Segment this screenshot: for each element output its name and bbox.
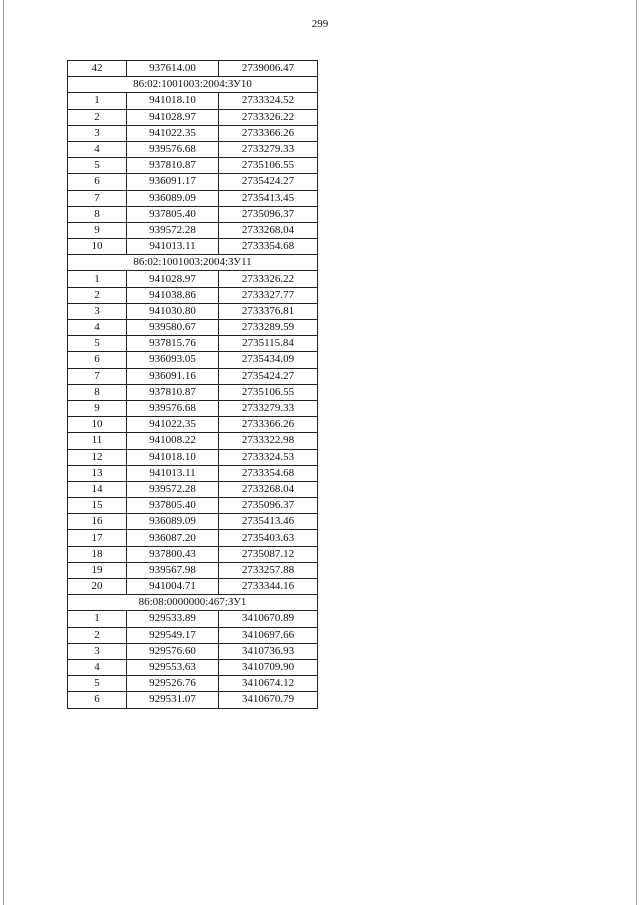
y-coordinate-cell: 2733268.04 [219, 481, 318, 497]
y-coordinate-cell: 2735424.27 [219, 174, 318, 190]
point-number-cell: 15 [68, 498, 127, 514]
x-coordinate-cell: 937815.76 [127, 336, 219, 352]
y-coordinate-cell: 2733354.68 [219, 239, 318, 255]
table-row [68, 627, 318, 643]
point-number-cell: 10 [68, 239, 127, 255]
x-coordinate-cell: 939572.28 [127, 222, 219, 238]
table-row [68, 93, 318, 109]
table-row [68, 676, 318, 692]
x-coordinate-cell: 941022.35 [127, 417, 219, 433]
y-coordinate-cell: 2733326.22 [219, 109, 318, 125]
y-coordinate-cell: 2733324.52 [219, 93, 318, 109]
x-coordinate-cell: 929576.60 [127, 643, 219, 659]
point-number-cell: 20 [68, 579, 127, 595]
table-row [68, 514, 318, 530]
coordinates-table-body [68, 61, 318, 709]
point-number-cell: 10 [68, 417, 127, 433]
point-number-cell: 2 [68, 109, 127, 125]
x-coordinate-cell: 937810.87 [127, 158, 219, 174]
table-row [68, 562, 318, 578]
x-coordinate-cell: 936091.16 [127, 368, 219, 384]
point-number-cell: 18 [68, 546, 127, 562]
table-row [68, 320, 318, 336]
table-row [68, 336, 318, 352]
x-coordinate-cell: 937805.40 [127, 498, 219, 514]
section-header-row [68, 255, 318, 271]
y-coordinate-cell: 2733327.77 [219, 287, 318, 303]
table-row [68, 530, 318, 546]
cadastral-number-header: 86:02:1001003:2004:ЗУ10 [68, 77, 318, 93]
x-coordinate-cell: 941030.80 [127, 303, 219, 319]
y-coordinate-cell: 2735403.63 [219, 530, 318, 546]
y-coordinate-cell: 2733376.81 [219, 303, 318, 319]
y-coordinate-cell: 2735115.84 [219, 336, 318, 352]
y-coordinate-cell: 2733268.04 [219, 222, 318, 238]
point-number-cell: 42 [68, 61, 127, 77]
x-coordinate-cell: 941013.11 [127, 239, 219, 255]
section-header-row [68, 77, 318, 93]
table-row [68, 417, 318, 433]
x-coordinate-cell: 937800.43 [127, 546, 219, 562]
cadastral-number-header: 86:02:1001003:2004:ЗУ11 [68, 255, 318, 271]
x-coordinate-cell: 941022.35 [127, 125, 219, 141]
table-row [68, 546, 318, 562]
point-number-cell: 6 [68, 352, 127, 368]
y-coordinate-cell: 2733279.33 [219, 141, 318, 157]
y-coordinate-cell: 2739006.47 [219, 61, 318, 77]
y-coordinate-cell: 2733326.22 [219, 271, 318, 287]
x-coordinate-cell: 941028.97 [127, 271, 219, 287]
table-row [68, 141, 318, 157]
point-number-cell: 1 [68, 93, 127, 109]
point-number-cell: 2 [68, 287, 127, 303]
point-number-cell: 4 [68, 141, 127, 157]
y-coordinate-cell: 3410674.12 [219, 676, 318, 692]
point-number-cell: 6 [68, 174, 127, 190]
y-coordinate-cell: 2735096.37 [219, 206, 318, 222]
x-coordinate-cell: 939576.68 [127, 141, 219, 157]
x-coordinate-cell: 936089.09 [127, 514, 219, 530]
x-coordinate-cell: 941004.71 [127, 579, 219, 595]
point-number-cell: 7 [68, 190, 127, 206]
point-number-cell: 11 [68, 433, 127, 449]
x-coordinate-cell: 937614.00 [127, 61, 219, 77]
page-number: 299 [311, 18, 329, 30]
table-row [68, 303, 318, 319]
table-row [68, 174, 318, 190]
cadastral-number-header: 86:08:0000000:467:ЗУ1 [68, 595, 318, 611]
x-coordinate-cell: 939567.98 [127, 562, 219, 578]
x-coordinate-cell: 936091.17 [127, 174, 219, 190]
table-row [68, 239, 318, 255]
table-row [68, 352, 318, 368]
x-coordinate-cell: 936089.09 [127, 190, 219, 206]
table-row [68, 190, 318, 206]
table-row [68, 125, 318, 141]
y-coordinate-cell: 2735434.09 [219, 352, 318, 368]
x-coordinate-cell: 941038.86 [127, 287, 219, 303]
point-number-cell: 4 [68, 320, 127, 336]
table-row [68, 384, 318, 400]
coordinates-table [67, 60, 318, 709]
x-coordinate-cell: 937805.40 [127, 206, 219, 222]
x-coordinate-cell: 941013.11 [127, 465, 219, 481]
y-coordinate-cell: 3410697.66 [219, 627, 318, 643]
point-number-cell: 2 [68, 627, 127, 643]
point-number-cell: 9 [68, 400, 127, 416]
x-coordinate-cell: 937810.87 [127, 384, 219, 400]
x-coordinate-cell: 929549.17 [127, 627, 219, 643]
table-row [68, 206, 318, 222]
table-row [68, 498, 318, 514]
table-row [68, 109, 318, 125]
point-number-cell: 3 [68, 643, 127, 659]
table-row [68, 61, 318, 77]
scan-edge-right [636, 0, 637, 905]
point-number-cell: 16 [68, 514, 127, 530]
table-row [68, 692, 318, 708]
point-number-cell: 1 [68, 271, 127, 287]
point-number-cell: 8 [68, 384, 127, 400]
point-number-cell: 3 [68, 125, 127, 141]
table-row [68, 449, 318, 465]
x-coordinate-cell: 929553.63 [127, 659, 219, 675]
table-row [68, 611, 318, 627]
table-row [68, 222, 318, 238]
y-coordinate-cell: 2733344.16 [219, 579, 318, 595]
y-coordinate-cell: 3410670.79 [219, 692, 318, 708]
point-number-cell: 5 [68, 336, 127, 352]
y-coordinate-cell: 2735106.55 [219, 384, 318, 400]
x-coordinate-cell: 929533.89 [127, 611, 219, 627]
y-coordinate-cell: 2735413.46 [219, 514, 318, 530]
point-number-cell: 9 [68, 222, 127, 238]
x-coordinate-cell: 939580.67 [127, 320, 219, 336]
x-coordinate-cell: 941018.10 [127, 449, 219, 465]
y-coordinate-cell: 2735087.12 [219, 546, 318, 562]
y-coordinate-cell: 2733366.26 [219, 417, 318, 433]
point-number-cell: 4 [68, 659, 127, 675]
point-number-cell: 1 [68, 611, 127, 627]
y-coordinate-cell: 2735424.27 [219, 368, 318, 384]
x-coordinate-cell: 929531.07 [127, 692, 219, 708]
y-coordinate-cell: 2733289.59 [219, 320, 318, 336]
table-row [68, 433, 318, 449]
table-row [68, 368, 318, 384]
x-coordinate-cell: 941018.10 [127, 93, 219, 109]
y-coordinate-cell: 3410736.93 [219, 643, 318, 659]
y-coordinate-cell: 3410670.89 [219, 611, 318, 627]
x-coordinate-cell: 939572.28 [127, 481, 219, 497]
point-number-cell: 3 [68, 303, 127, 319]
x-coordinate-cell: 939576.68 [127, 400, 219, 416]
y-coordinate-cell: 2733354.68 [219, 465, 318, 481]
table-row [68, 271, 318, 287]
point-number-cell: 5 [68, 676, 127, 692]
point-number-cell: 17 [68, 530, 127, 546]
point-number-cell: 13 [68, 465, 127, 481]
y-coordinate-cell: 2735096.37 [219, 498, 318, 514]
y-coordinate-cell: 2733366.26 [219, 125, 318, 141]
y-coordinate-cell: 3410709.90 [219, 659, 318, 675]
scan-edge-left [3, 0, 4, 905]
table-row [68, 481, 318, 497]
section-header-row [68, 595, 318, 611]
point-number-cell: 5 [68, 158, 127, 174]
point-number-cell: 19 [68, 562, 127, 578]
point-number-cell: 6 [68, 692, 127, 708]
x-coordinate-cell: 941008.22 [127, 433, 219, 449]
table-row [68, 643, 318, 659]
table-row [68, 158, 318, 174]
x-coordinate-cell: 936087.20 [127, 530, 219, 546]
x-coordinate-cell: 936093.05 [127, 352, 219, 368]
y-coordinate-cell: 2733324.53 [219, 449, 318, 465]
point-number-cell: 7 [68, 368, 127, 384]
table-row [68, 400, 318, 416]
point-number-cell: 14 [68, 481, 127, 497]
point-number-cell: 12 [68, 449, 127, 465]
y-coordinate-cell: 2733257.88 [219, 562, 318, 578]
y-coordinate-cell: 2735106.55 [219, 158, 318, 174]
table-row [68, 659, 318, 675]
x-coordinate-cell: 929526.76 [127, 676, 219, 692]
table-row [68, 579, 318, 595]
point-number-cell: 8 [68, 206, 127, 222]
y-coordinate-cell: 2735413.45 [219, 190, 318, 206]
table-row [68, 287, 318, 303]
y-coordinate-cell: 2733279.33 [219, 400, 318, 416]
y-coordinate-cell: 2733322.98 [219, 433, 318, 449]
table-row [68, 465, 318, 481]
x-coordinate-cell: 941028.97 [127, 109, 219, 125]
